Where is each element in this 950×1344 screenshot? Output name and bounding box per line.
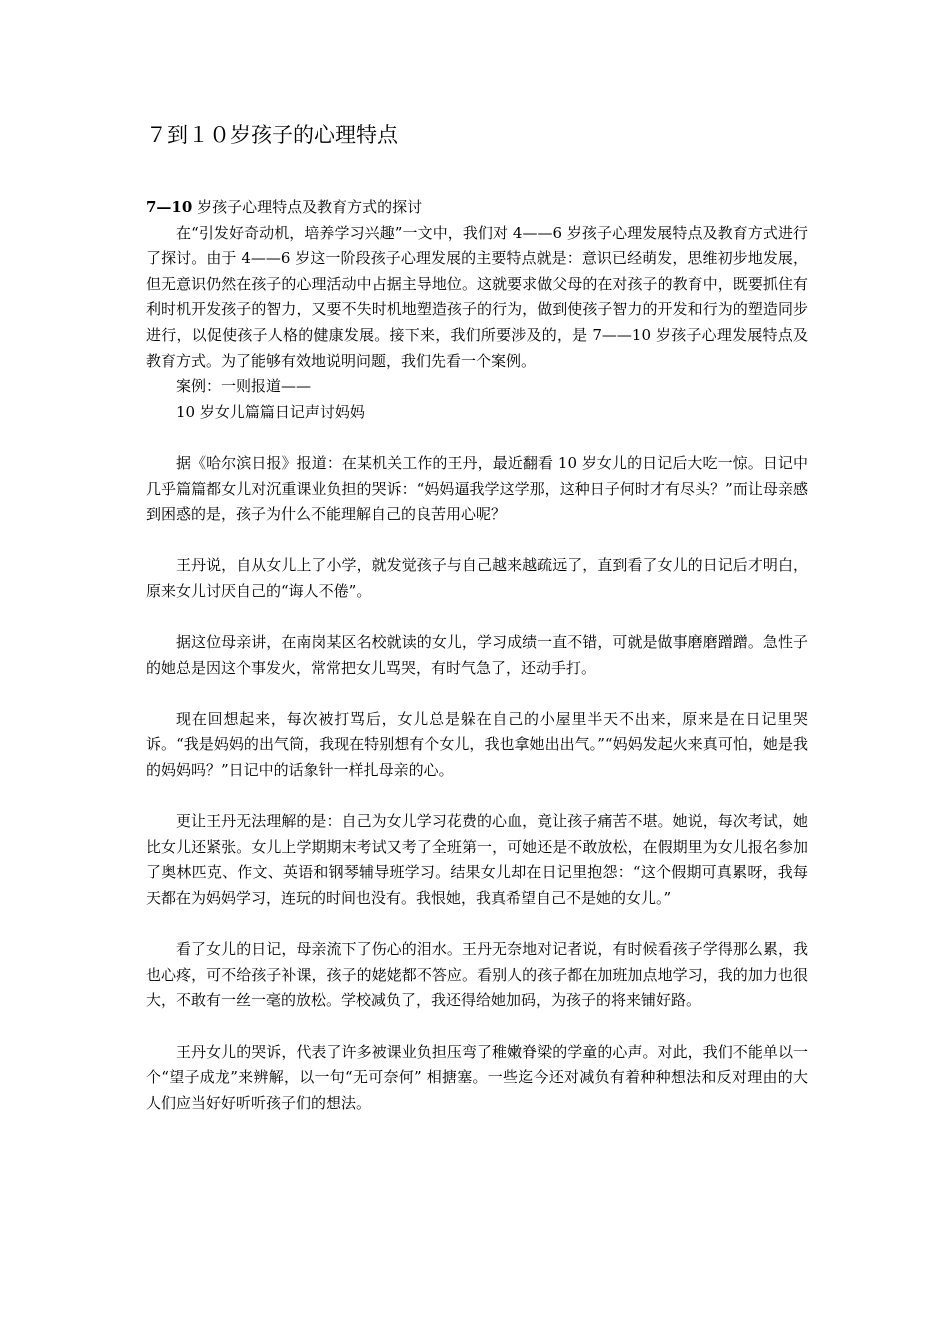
article-subtitle [146, 195, 808, 221]
body-paragraph: 据《哈尔滨日报》报道：在某机关工作的王丹，最近翻看 10 岁女儿的日记后大吃一惊。日记中几乎篇篇都女儿对沉重课业负担的哭诉：“妈妈逼我学这学那，这种日子何时才有尽头？”而让母亲感到困惑的是，孩子为什么不能理解自己的良苦用心呢？ [146, 453, 808, 524]
body-paragraph: 更让王丹无法理解的是：自己为女儿学习花费的心血，竟让孩子痛苦不堪。她说，每次考试，她比女儿还紧张。女儿上学期期末考试又考了全班第一，可她还是不敢放松，在假期里为女儿报名参加了奥林匹克、作文、英语和钢琴辅导班学习。结果女儿却在日记里抱怨：“这个假期可真累呀，我每天都在为妈妈学习，连玩的时间也没有。我恨她，我真希望自己不是她的女儿。” [146, 812, 808, 908]
case-label: 案例：一则报道—— [176, 377, 312, 396]
body-paragraph: 现在回想起来，每次被打骂后，女儿总是躲在自己的小屋里半天不出来，原来是在日记里哭诉。“我是妈妈的出气筒，我现在特别想有个女儿，我也拿她出出气。”“妈妈发起火来真可怕，她是我的妈妈吗？”日记中的话象针一样扎母亲的心。 [146, 709, 808, 780]
body-paragraph: 看了女儿的日记，母亲流下了伤心的泪水。王丹无奈地对记者说，有时候看孩子学得那么累，我也心疼，可不给孩子补课，孩子的姥姥都不答应。看别人的孩子都在加班加点地学习，我的加力也很大，不敢有一丝一毫的放松。学校减负了，我还得给她加码，为孩子的将来铺好路。 [146, 940, 808, 1010]
body-paragraph: 据这位母亲讲，在南岗某区名校就读的女儿，学习成绩一直不错，可就是做事磨磨蹭蹭。急性子的她总是因这个事发火，常常把女儿骂哭，有时气急了，还动手打。 [146, 633, 808, 677]
subtitle-text: 岁孩子心理特点及教育方式的探讨 [192, 198, 423, 216]
document-body [146, 195, 808, 1116]
document-title: ７到１０岁孩子的心理特点 [146, 123, 398, 147]
subtitle-age-range: 7—10 [146, 198, 193, 216]
body-paragraph: 王丹女儿的哭诉，代表了许多被课业负担压弯了稚嫩脊梁的学童的心声。对此，我们不能单以一个“望子成龙”来辨解，以一句“无可奈何” 相搪塞。一些迄今还对减负有着种种想法和反对理由的大人们应当好好听听孩子们的想法。 [146, 1042, 808, 1112]
intro-paragraph: 在“引发好奇动机，培养学习兴趣”一文中，我们对 4——6 岁孩子心理发展特点及教育方式进行了探讨。由于 4——6 岁这一阶段孩子心理发展的主要特点就是：意识已经萌发，思维初步地发展，但无意识仍然在孩子的心理活动中占据主导地位。这就要求做父母的在对孩子的教育中，既要抓住有利时机开发孩子的智力，又要不失时机地塑造孩子的行为，做到使孩子智力的开发和行为的塑造同步进行，以促使孩子人格的健康发展。接下来，我们所要涉及的，是 7——10 岁孩子心理发展特点及教育方式。为了能够有效地说明问题，我们先看一个案例。 [146, 223, 808, 370]
body-paragraph: 王丹说，自从女儿上了小学，就发觉孩子与自己越来越疏远了，直到看了女儿的日记后才明白，原来女儿讨厌自己的“诲人不倦”。 [146, 556, 808, 600]
case-title: 10 岁女儿篇篇日记声讨妈妈 [176, 402, 365, 421]
